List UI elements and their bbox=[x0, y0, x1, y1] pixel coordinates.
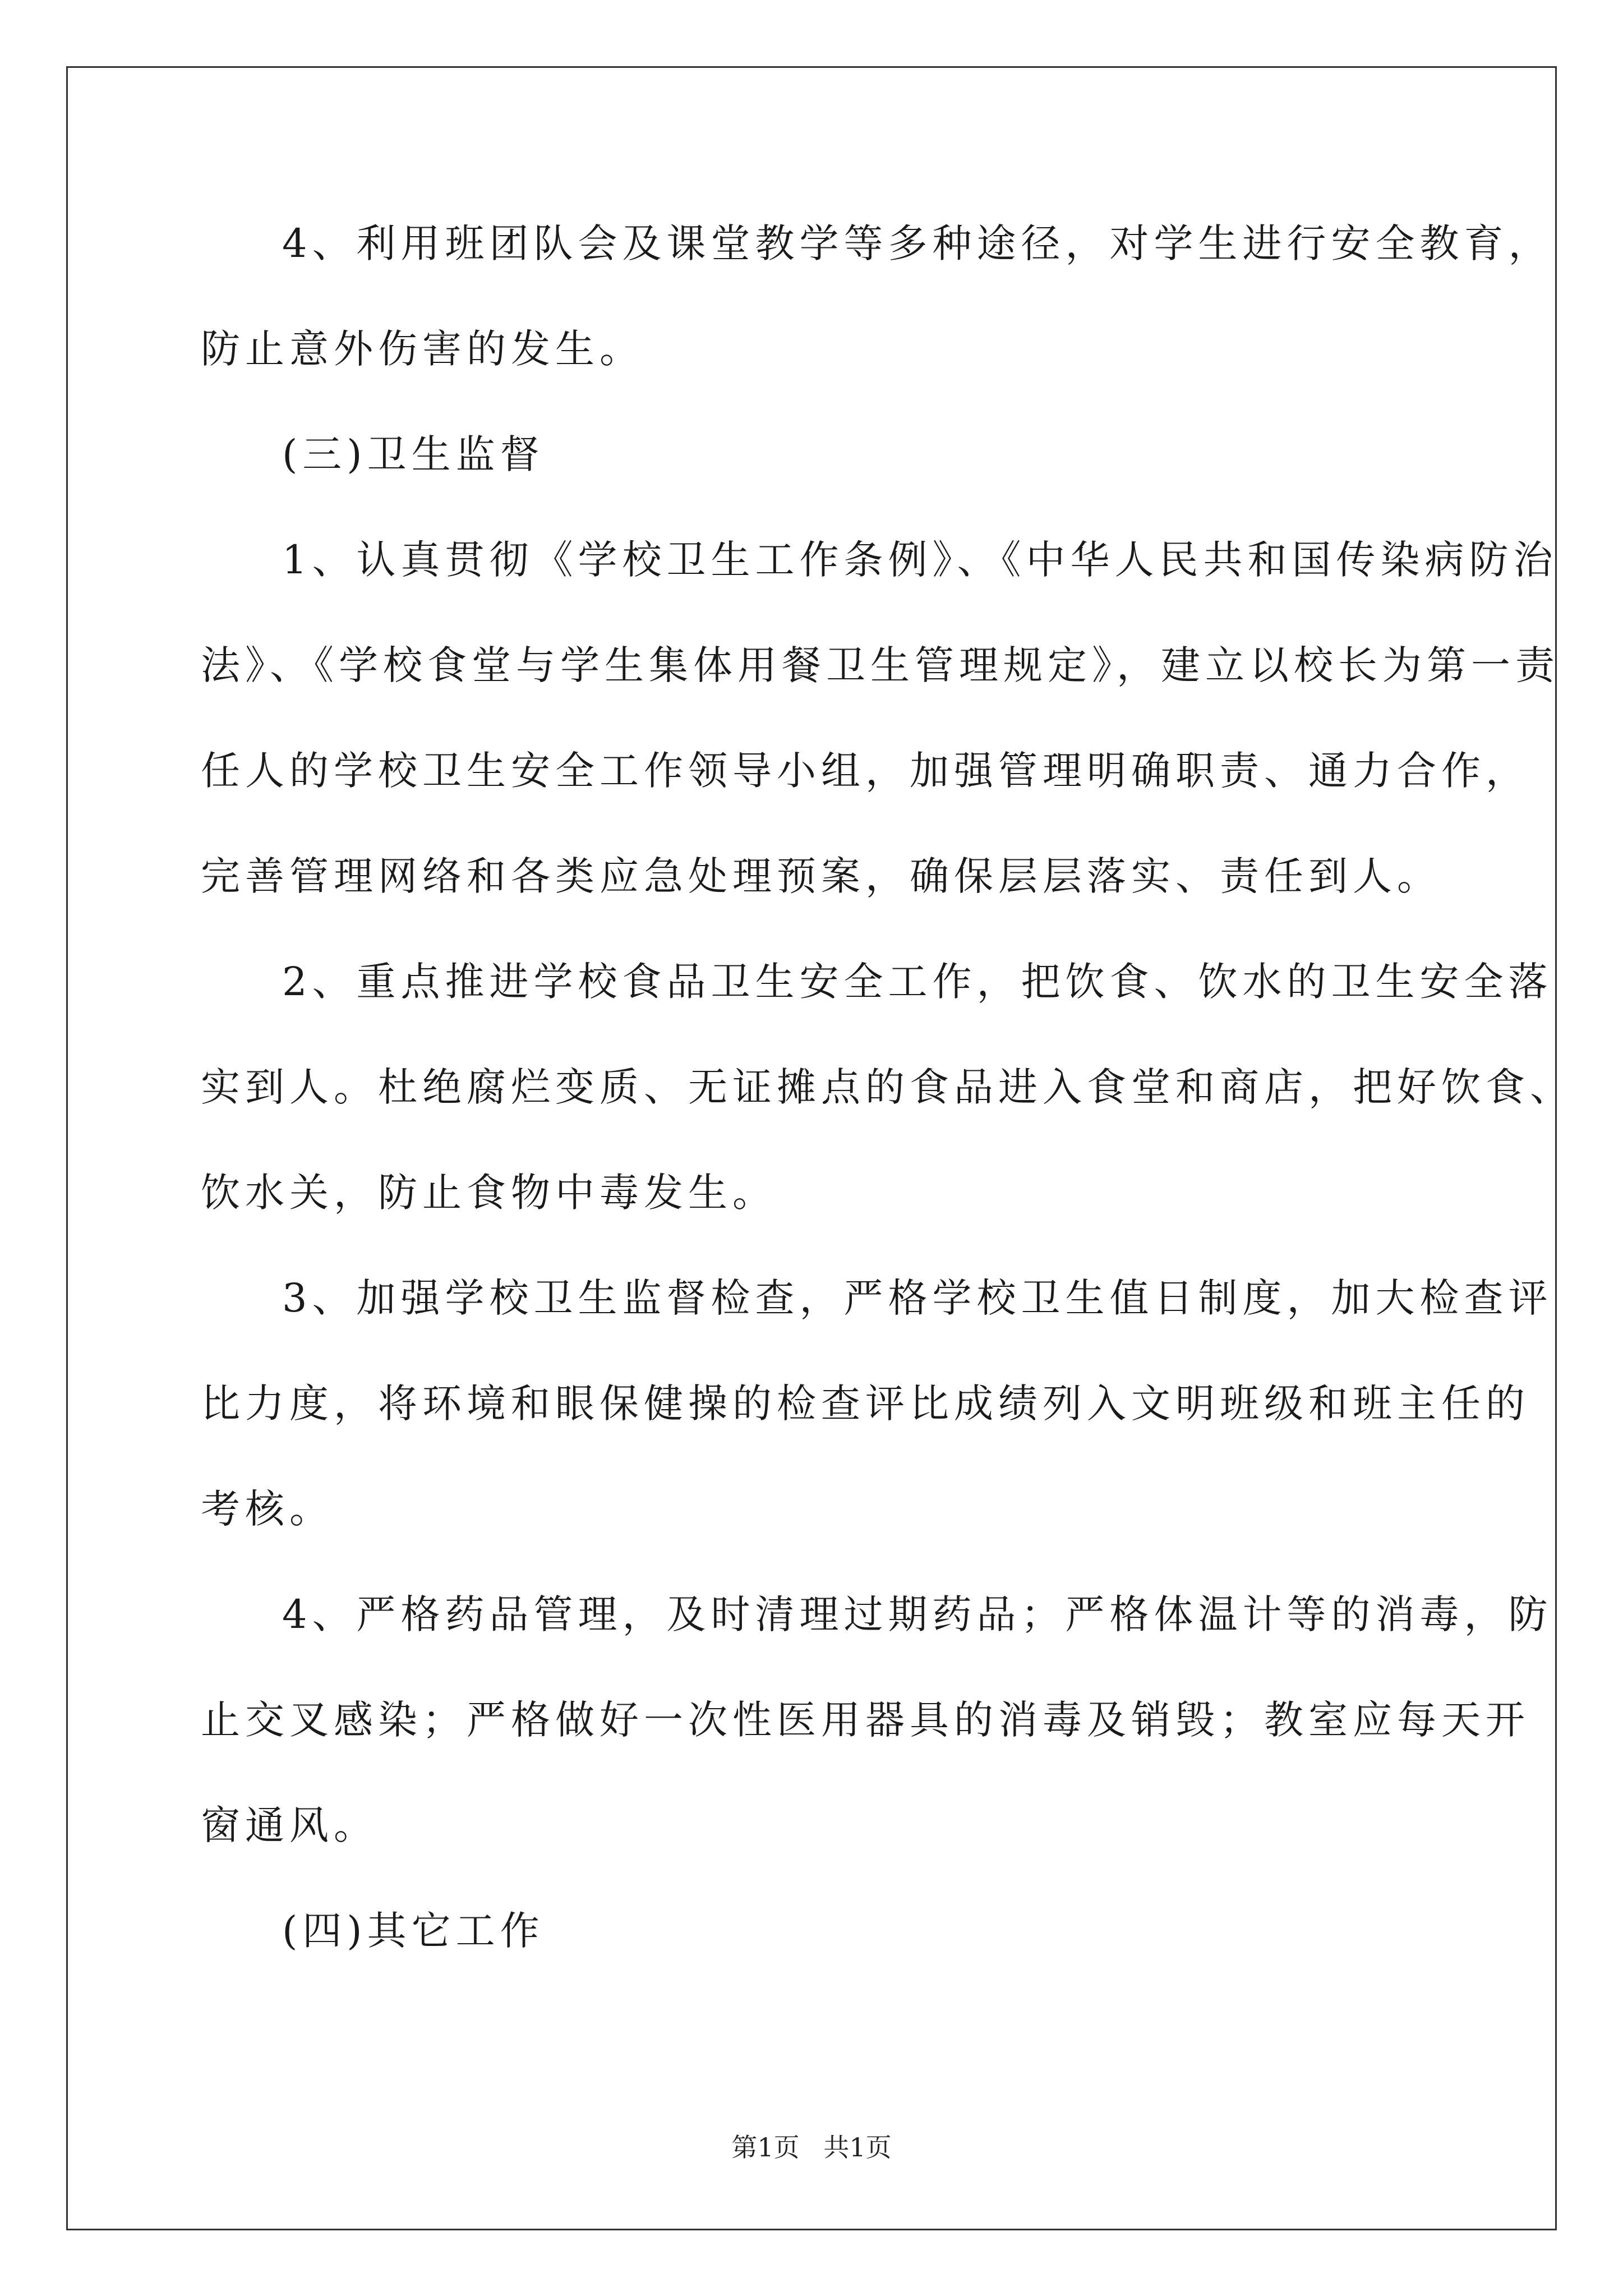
text-line: 任人的学校卫生安全工作领导小组，加强管理明确职责、通力合作， bbox=[201, 748, 1530, 794]
text-line: 窗通风。 bbox=[201, 1802, 378, 1848]
section-heading: (四)其它工作 bbox=[282, 1908, 545, 1954]
text-line: 饮水关，防止食物中毒发生。 bbox=[201, 1170, 777, 1216]
text-line: 完善管理网络和各类应急处理预案，确保层层落实、责任到人。 bbox=[201, 853, 1441, 899]
page-number-current: 第1页 bbox=[731, 2132, 800, 2162]
text-line: 2、重点推进学校食品卫生安全工作，把饮食、饮水的卫生安全落 bbox=[282, 959, 1553, 1005]
text-line: 实到人。杜绝腐烂变质、无证摊点的食品进入食堂和商店，把好饮食、 bbox=[201, 1064, 1574, 1110]
text-line: 防止意外伤害的发生。 bbox=[201, 326, 644, 372]
page-number-total: 共1页 bbox=[823, 2132, 892, 2162]
page-footer bbox=[0, 2131, 1623, 2164]
text-line: 止交叉感染；严格做好一次性医用器具的消毒及销毁；教室应每天开 bbox=[201, 1697, 1530, 1743]
text-line: 4、利用班团队会及课堂教学等多种途径，对学生进行安全教育， bbox=[282, 220, 1553, 266]
text-line: 考核。 bbox=[201, 1486, 334, 1532]
text-line: 比力度，将环境和眼保健操的检查评比成绩列入文明班级和班主任的 bbox=[201, 1381, 1530, 1427]
text-line: 1、认真贯彻《学校卫生工作条例》、《中华人民共和国传染病防治 bbox=[282, 537, 1558, 583]
text-line: 3、加强学校卫生监督检查，严格学校卫生值日制度，加大检查评 bbox=[282, 1275, 1553, 1321]
document-body bbox=[201, 191, 1574, 1984]
section-heading: (三)卫生监督 bbox=[282, 431, 545, 477]
text-line: 法》、《学校食堂与学生集体用餐卫生管理规定》，建立以校长为第一责 bbox=[201, 642, 1560, 688]
text-line: 4、严格药品管理，及时清理过期药品；严格体温计等的消毒，防 bbox=[282, 1591, 1553, 1637]
